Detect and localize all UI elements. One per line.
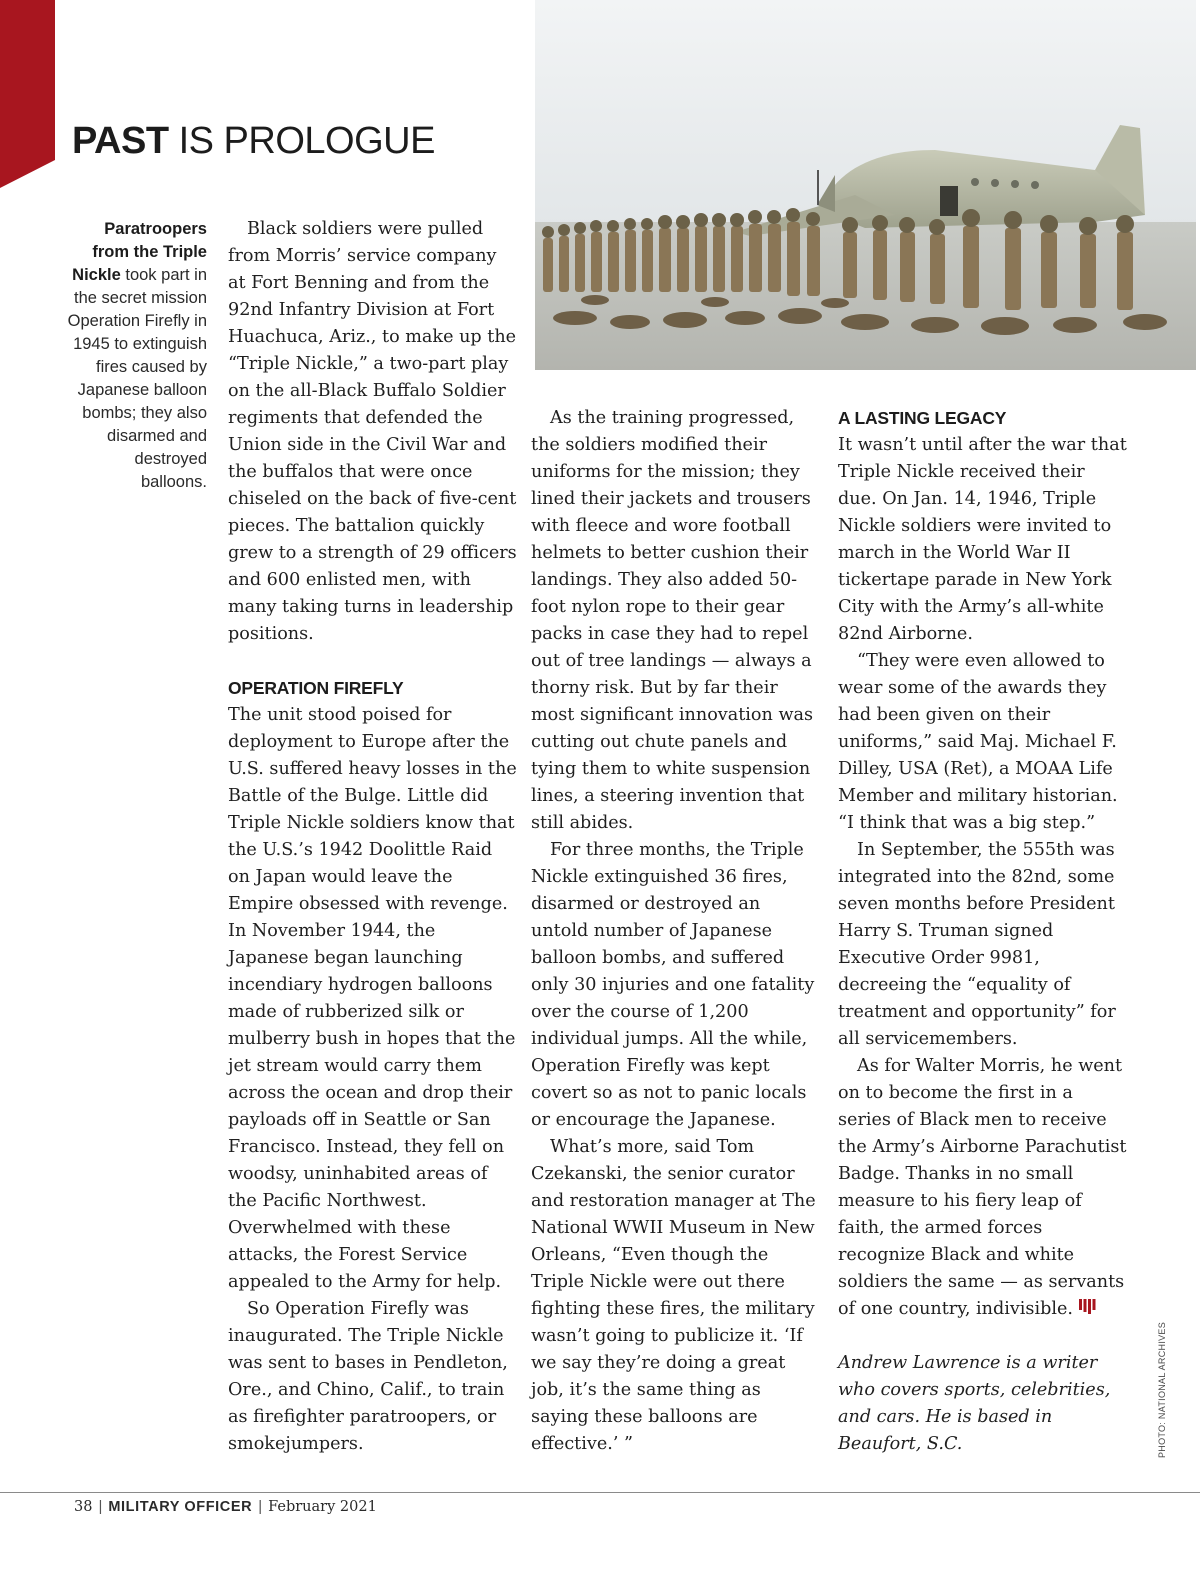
page-footer — [74, 1497, 377, 1517]
body-paragraph: What’s more, said Tom Czekanski, the senior curator and restoration manager at The National WWII Museum in New Orleans, “Even though the Triple Nickle were out there fighting these fires, the military wasn’t going to publicize it. ‘If we say they’re doing a great job, it’s the same thing as saying these balloons are effective.’ ” — [531, 1137, 816, 1454]
footer-divider — [0, 1492, 1200, 1493]
page-number: 38 — [74, 1499, 93, 1515]
article-photo — [535, 0, 1196, 370]
body-paragraph: “They were even allowed to wear some of the awards they had been given on their uniforms,” said Maj. Michael F. Dilley, USA (Ret), a MOAA Life Member and military historian. “I think that was a big step.” — [838, 651, 1118, 833]
subheading-operation-firefly: OPERATION FIREFLY — [228, 678, 404, 698]
photo-credit — [1155, 1321, 1169, 1459]
article-column-2 — [531, 405, 821, 1458]
end-mark-icon — [1079, 1299, 1096, 1314]
paratroopers-photo-illustration — [535, 0, 1196, 370]
body-paragraph: Black soldiers were pulled from Morris’ service company at Fort Benning and from the 92nd Infantry Division at Fort Huachuca, Ariz., to make up the “Triple Nickle,” a two-part play on the all-Black Buffalo Soldier regiments that defended the Union side in the Civil War and the buffalos that were once chiseled on the back of five-cent pieces. The battalion quickly grew to a strength of 29 officers and 600 enlisted men, with many taking turns in leadership positions. — [228, 219, 517, 644]
author-bio: Andrew Lawrence is a writer who covers sports, celebrities, and cars. He is based in Beaufort, S.C. — [838, 1353, 1111, 1454]
body-paragraph: The unit stood poised for deployment to Europe after the U.S. suffered heavy losses in the Battle of the Bulge. Little did Triple Nickle soldiers know that the U.S.’s 1942 Doolittle Raid on Japan would leave the Empire obsessed with revenge. In November 1944, the Japanese began launching incendiary hydrogen balloons made of rubberized silk or mulberry bush in hopes that the jet stream would carry them across the ocean and drop their payloads off in Seattle or San Francisco. Instead, they fell on woodsy, uninhabited areas of the Pacific Northwest. Overwhelmed with these attacks, the Forest Service appealed to the Army for help. — [228, 705, 517, 1292]
body-paragraph-final — [838, 1053, 1128, 1323]
publication-name: MILITARY OFFICER — [108, 1499, 253, 1515]
section-title-bold: PAST — [72, 120, 169, 162]
article-column-1 — [228, 216, 518, 1458]
footer-separator: | — [98, 1498, 103, 1515]
photo-credit-text: PHOTO: NATIONAL ARCHIVES — [1157, 1321, 1167, 1459]
section-color-tab — [0, 0, 55, 188]
photo-caption-text: took part in the secret mission Operation Firefly in 1945 to extinguish fires caused by Japanese balloon bombs; they also disarmed and destroyed balloons. — [67, 266, 207, 491]
body-paragraph: In September, the 555th was integrated into the 82nd, some seven months before President Harry S. Truman signed Executive Order 9981, decreeing the “equality of treatment and opportunity” for all servicemembers. — [838, 840, 1116, 1049]
body-paragraph: It wasn’t until after the war that Triple Nickle received their due. On Jan. 14, 1946, Triple Nickle soldiers were invited to march in the World War II tickertape parade in New York City with the Army’s all-white 82nd Airborne. — [838, 435, 1127, 644]
subheading-lasting-legacy: A LASTING LEGACY — [838, 408, 1007, 428]
photo-caption-lead: Paratroopers from the Triple Nickle — [72, 220, 207, 284]
section-title — [72, 118, 435, 164]
article-column-3 — [838, 405, 1128, 1458]
body-paragraph: For three months, the Triple Nickle extinguished 36 fires, disarmed or destroyed an untold number of Japanese balloon bombs, and suffered only 30 injuries and one fatality over the course of 1,200 individual jumps. All the while, Operation Firefly was kept covert so as not to panic locals or encourage the Japanese. — [531, 840, 815, 1130]
footer-separator: | — [258, 1498, 263, 1515]
issue-date: February 2021 — [268, 1499, 377, 1515]
section-title-light: IS PROLOGUE — [178, 120, 435, 162]
photo-caption — [66, 218, 207, 494]
final-paragraph-text: As for Walter Morris, he went on to become the first in a series of Black men to receive the Army’s Airborne Parachutist Badge. Thanks in no small measure to his fiery leap of faith, the armed forces recognize Black and white soldiers the same — as servants of one country, indivisible. — [838, 1056, 1127, 1319]
body-paragraph: So Operation Firefly was inaugurated. The Triple Nickle was sent to bases in Pendleton, Ore., and Chino, Calif., to train as firefighter paratroopers, or smokejumpers. — [228, 1299, 508, 1454]
body-paragraph: As the training progressed, the soldiers modified their uniforms for the mission; they lined their jackets and trousers with fleece and wore football helmets to better cushion their landings. They also added 50-foot nylon rope to their gear packs in case they had to repel out of tree landings — always a thorny risk. But by far their most significant innovation was cutting out chute panels and tying them to white suspension lines, a steering invention that still abides. — [531, 408, 814, 833]
